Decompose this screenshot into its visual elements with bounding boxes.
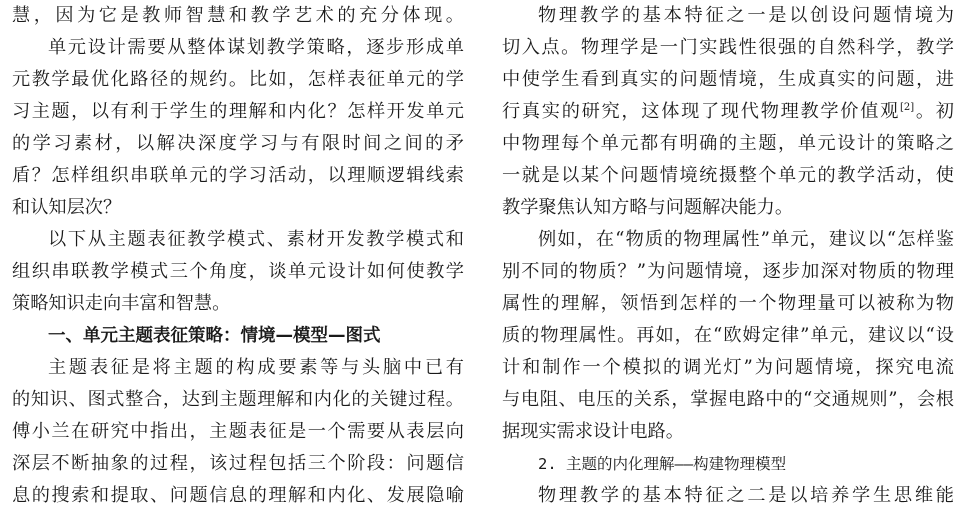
- text-line: 和认知层次？: [12, 197, 122, 218]
- text-line: 组织串联教学模式三个角度，谈单元设计如何使教学: [12, 261, 464, 282]
- text-segment: 。初: [914, 101, 954, 122]
- text-line: 一就是以某个问题情境统摄整个单元的教学活动，使: [502, 165, 954, 186]
- text-line: 元教学最优化路径的规约。比如，怎样表征单元的学: [12, 69, 464, 90]
- text-line: 的学习素材，以解决深度学习与有限时间之间的矛: [12, 133, 464, 154]
- text-line: 息的搜索和提取、问题信息的理解和内化、发展隐喻: [12, 485, 464, 506]
- text-line: 计和制作一个模拟的调光灯”为问题情境，探究电流: [502, 357, 954, 378]
- left-column: [12, 0, 464, 512]
- text-line: 质的物理属性。再如，在“欧姆定律”单元，建议以“设: [502, 325, 954, 346]
- text-line: 别不同的物质？”为问题情境，逐步加深对物质的物理: [502, 261, 954, 282]
- text-line: 深层不断抽象的过程，该过程包括三个阶段：问题信: [12, 453, 464, 474]
- section-heading: 一、单元主题表征策略：情境—模型—图式: [48, 326, 381, 346]
- text-line: 属性的理解，领悟到怎样的一个物理量可以被称为物: [502, 293, 954, 314]
- text-line: 的知识、图式整合，达到主题理解和内化的关键过程。: [12, 389, 464, 410]
- paragraph-start-line: 例如，在“物质的物理属性”单元，建议以“怎样鉴: [538, 229, 954, 250]
- text-line: 中物理每个单元都有明确的主题，单元设计的策略之: [502, 133, 954, 154]
- text-line: 慧，因为它是教师智慧和教学艺术的充分体现。: [12, 5, 464, 26]
- paragraph-start-line: 物理教学的基本特征之二是以培养学生思维能: [538, 485, 954, 506]
- paragraph-start-line: 单元设计需要从整体谋划教学策略，逐步形成单: [48, 37, 464, 58]
- right-column: [502, 0, 954, 512]
- text-line: 习主题，以有利于学生的理解和内化？怎样开发单元: [12, 101, 464, 122]
- paragraph-start-line: 以下从主题表征教学模式、素材开发教学模式和: [48, 229, 464, 250]
- text-segment: 行真实的研究，这体现了现代物理教学价值观: [502, 101, 900, 122]
- citation-marker: [2]: [900, 101, 915, 113]
- text-line: 策略知识走向丰富和智慧。: [12, 293, 231, 314]
- text-line-with-citation: [502, 96, 954, 128]
- text-line: 教学聚焦认知方略与问题解决能力。: [502, 197, 794, 218]
- paragraph-start-line: 主题表征是将主题的构成要素等与头脑中已有: [48, 357, 464, 378]
- text-line: 与电阻、电压的关系，掌握电路中的“交通规则”，会根: [502, 389, 954, 410]
- paragraph-start-line: 物理教学的基本特征之一是以创设问题情境为: [538, 5, 954, 26]
- text-line: 中使学生看到真实的问题情境，生成真实的问题，进: [502, 69, 954, 90]
- text-line: 切入点。物理学是一门实践性很强的自然科学，教学: [502, 37, 954, 58]
- text-line: 盾？怎样组织串联单元的学习活动，以理顺逻辑线索: [12, 165, 464, 186]
- text-line: 据现实需求设计电路。: [502, 421, 684, 442]
- subsection-heading: 2. 主题的内化理解——构建物理模型: [538, 455, 787, 473]
- text-line: 傅小兰在研究中指出，主题表征是一个需要从表层向: [12, 421, 464, 442]
